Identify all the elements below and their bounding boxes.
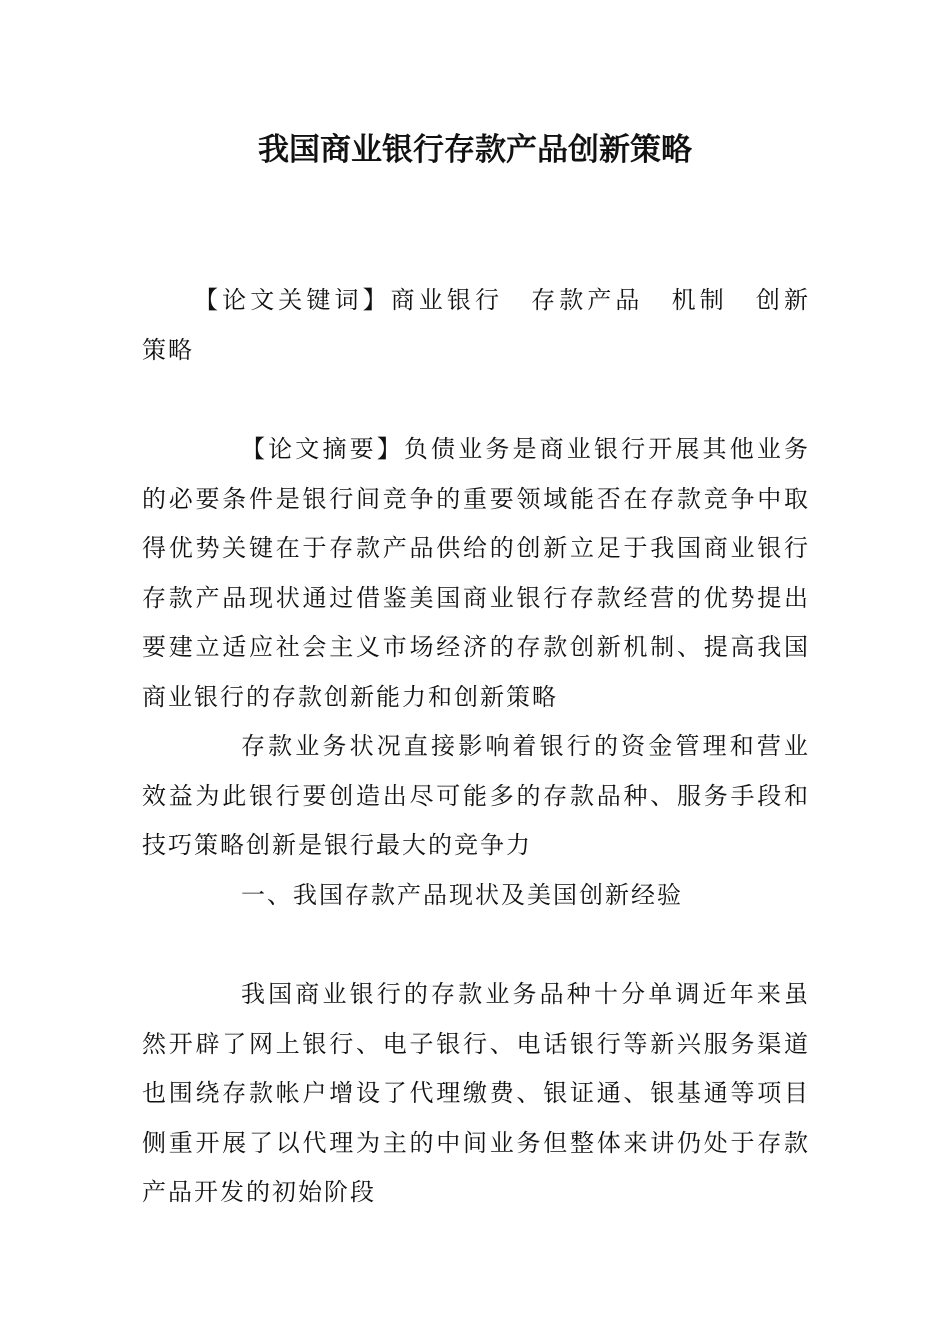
abstract-paragraph: 【论文摘要】负债业务是商业银行开展其他业务的必要条件是银行间竞争的重要领域能否在存款竞争中取得优势关键在于存款产品供给的创新立足于我国商业银行存款产品现状通过借鉴美国商业银行存款经营的优势提出要建立适应社会主义市场经济的存款创新机制、提高我国商业银行的存款创新能力和创新策略 — [142, 435, 810, 711]
section-heading: 一、我国存款产品现状及美国创新经验 — [241, 881, 683, 909]
body-paragraph: 我国商业银行的存款业务品种十分单调近年来虽然开辟了网上银行、电子银行、电话银行等新兴服务渠道也围绕存款帐户增设了代理缴费、银证通、银基通等项目侧重开展了以代理为主的中间业务但整体来讲仍处于存款产品开发的初始阶段 — [142, 980, 810, 1206]
keywords-paragraph: 【论文关键词】商业银行 存款产品 机制 创新 策略 — [142, 286, 836, 364]
document-title: 我国商业银行存款产品创新策略 — [258, 132, 692, 168]
intro-paragraph: 存款业务状况直接影响着银行的资金管理和营业效益为此银行要创造出尽可能多的存款品种、服务手段和技巧策略创新是银行最大的竞争力 — [142, 732, 810, 859]
